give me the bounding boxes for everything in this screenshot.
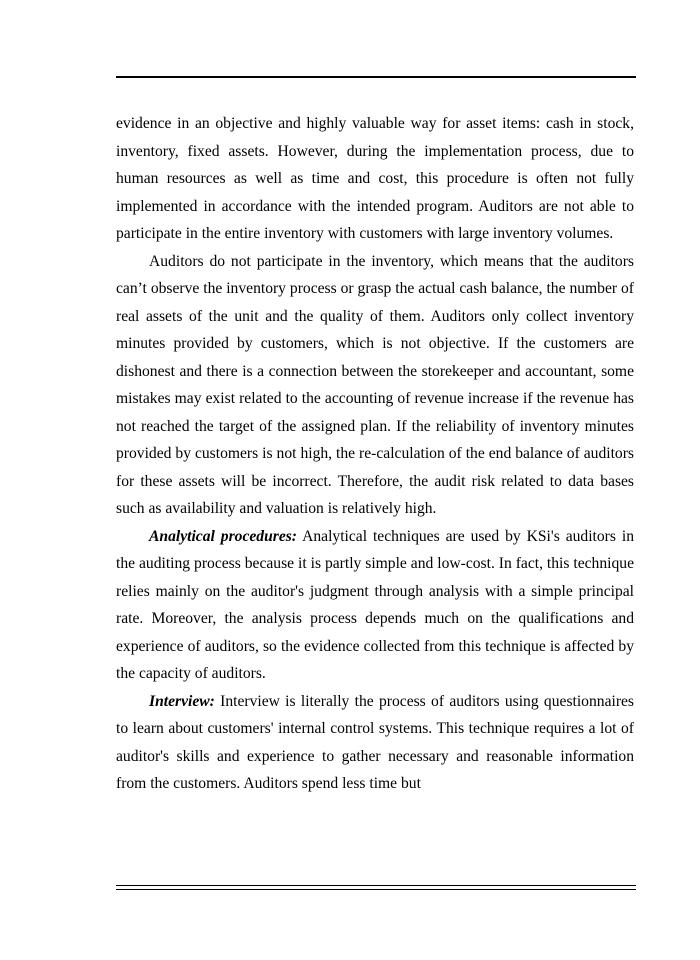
- header-rule: [116, 76, 636, 78]
- paragraph-text: Analytical techniques are used by KSi's auditors in the auditing process because it is partly simple and low-cost. In fact, this technique relies mainly on the auditor's judgment through analysis with a simple principal rate. Moreover, the analysis process depends much on the qualifications and experience of auditors, so the evidence collected from this technique is affected by the capacity of auditors.: [116, 527, 635, 682]
- paragraph-text: Auditors do not participate in the inventory, which means that the auditors can’t observe the inventory process or grasp the actual cash balance, the number of real assets of the unit and the quality of them. Auditors only collect inventory minutes provided by customers, which is not objective. If the customers are dishonest and there is a connection between the storekeeper and accountant, some mistakes may exist related to the accounting of revenue increase if the revenue has not reached the target of the assigned plan. If the reliability of inventory minutes provided by customers is not high, the re-calculation of the end balance of auditors for these assets will be incorrect. Therefore, the audit risk related to data bases such as availability and valuation is relatively high.: [116, 252, 634, 517]
- paragraph-interview: [116, 688, 634, 798]
- paragraph-inventory-participation: [116, 248, 634, 523]
- paragraph-lead-heading: Analytical procedures:: [149, 527, 298, 545]
- paragraph-text: Interview is literally the process of auditors using questionnaires to learn about customers' internal control systems. This technique requires a lot of auditor's skills and experience to gather necessary and reasonable information from the customers. Auditors spend less time but: [116, 692, 634, 792]
- footer-double-rule: [116, 885, 636, 890]
- paragraph-lead-heading: Interview:: [149, 692, 215, 710]
- page-body: [116, 110, 634, 798]
- paragraph-text: evidence in an objective and highly valuable way for asset items: cash in stock, inventory, fixed assets. However, during the implementation process, due to human resources as well as time and cost, this procedure is often not fully implemented in accordance with the intended program. Auditors are not able to participate in the entire inventory with customers with large inventory volumes.: [116, 115, 634, 242]
- paragraph-continuation: [116, 110, 634, 248]
- paragraph-analytical-procedures: [116, 523, 634, 688]
